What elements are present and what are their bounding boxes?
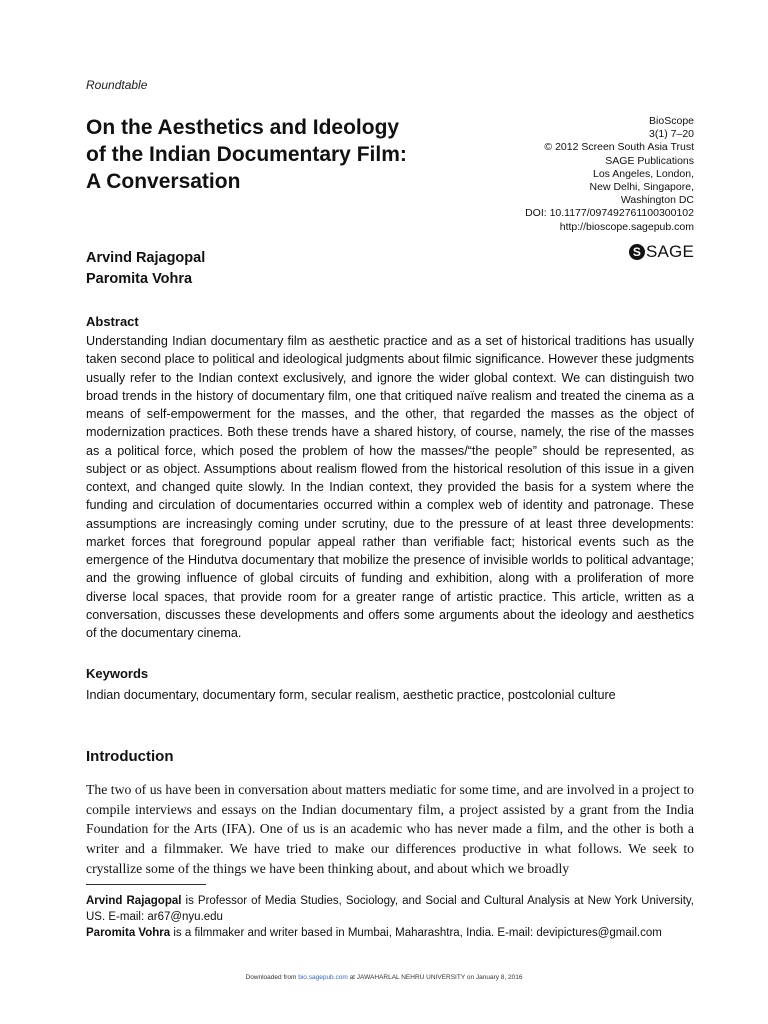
article-title [86, 114, 486, 195]
author-footnotes [86, 893, 694, 941]
keywords-heading: Keywords [86, 666, 149, 681]
download-link[interactable]: bio.sagepub.com [298, 974, 348, 981]
footnote-text: is a filmmaker and writer based in Mumbai, Maharashtra, India. E-mail: devipictures@gmail.com [170, 927, 662, 939]
author-list [86, 248, 205, 290]
journal-volume: 3(1) 7–20 [649, 128, 694, 141]
journal-url[interactable]: http://bioscope.sagepub.com [559, 220, 694, 233]
keywords-text: Indian documentary, documentary form, secular realism, aesthetic practice, postcolonial culture [86, 688, 616, 702]
footnote-divider [86, 884, 206, 885]
journal-location: Los Angeles, London, [592, 167, 694, 180]
author-name: Arvind Rajagopal [86, 250, 206, 266]
section-label: Roundtable [86, 78, 148, 92]
title-line: On the Aesthetics and Ideology [86, 116, 400, 139]
sage-logo [629, 242, 694, 262]
download-prefix: Downloaded from [245, 974, 299, 981]
footnote [86, 893, 694, 925]
journal-publisher: SAGE Publications [605, 154, 694, 167]
journal-name: BioScope [649, 115, 694, 127]
abstract-heading: Abstract [86, 314, 139, 329]
sage-logo-icon: S [629, 244, 645, 260]
journal-doi: DOI: 10.1177/097492761100300102 [525, 207, 694, 220]
introduction-text: The two of us have been in conversation about matters mediatic for some time, and are involved in a project to compile interviews and essays on the Indian documentary film, a project assisted by a grant from the India Foundation for the Arts (IFA). One of us is an academic who has never made a film, and the other is both a writer and a filmmaker. We have tried to make our differences productive in what follows. We seek to crystallize some of the things we have been thinking about, and about which we broadly [86, 782, 694, 876]
author-name: Paromita Vohra [86, 271, 193, 287]
footnote-author: Arvind Rajagopal [86, 895, 182, 907]
journal-location: New Delhi, Singapore, [589, 181, 694, 194]
title-line: A Conversation [86, 170, 241, 193]
introduction-heading: Introduction [86, 748, 174, 765]
journal-copyright: © 2012 Screen South Asia Trust [544, 141, 694, 154]
footnote-author: Paromita Vohra [86, 927, 171, 939]
footnote [86, 925, 694, 941]
abstract-text: Understanding Indian documentary film as aesthetic practice and as a set of historical traditions has usually taken second place to political and ideological judgments about filmic significance. However these judgments usually refer to the Indian context exclusively, and ignore the wider global context. We can distinguish two broad trends in the history of documentary film, one that critiqued naïve realism and treated the cinema as a means of self-empowerment for the masses, and the other, that regarded the masses as the object of modernization practices. Both these trends have a shared history, of course, namely, the rise of the masses as a political force, which posed the problem of how the masses/“the people” should be represented, as subject or as object. Assumptions about realism flowed from the historical resolution of this issue in a given context, and changed quite slowly. In the Indian context, they provided the basis for a system where the funding and circulation of documentaries occurred within a complex web of identity and patronage. These assumptions are increasingly coming under scrutiny, due to the pressure of at least three developments: market forces that foreground popular appeal rather than verifiable fact; historical events such as the emergence of the Hindutva documentary that mobilize the presence of invisible worlds to political advantage; and the growing influence of global circuits of funding and exhibition, along with a proliferation of more diverse local spaces, that provide room for a greater range of artistic practice. This article, written as a conversation, discusses these developments and offers some arguments about the ideology and aesthetics of the documentary cinema. [86, 334, 694, 640]
title-line: of the Indian Documentary Film: [86, 143, 407, 166]
footnote-text: is Professor of Media Studies, Sociology, and Social and Cultural Analysis at New York University, US. E-mail: ar67@nyu.edu [86, 895, 694, 923]
journal-info [434, 115, 694, 234]
download-suffix: at JAWAHARLAL NEHRU UNIVERSITY on January 8, 2016 [347, 974, 523, 981]
journal-location: Washington DC [620, 194, 694, 207]
sage-logo-text: SAGE [645, 242, 694, 261]
download-notice [0, 974, 768, 981]
